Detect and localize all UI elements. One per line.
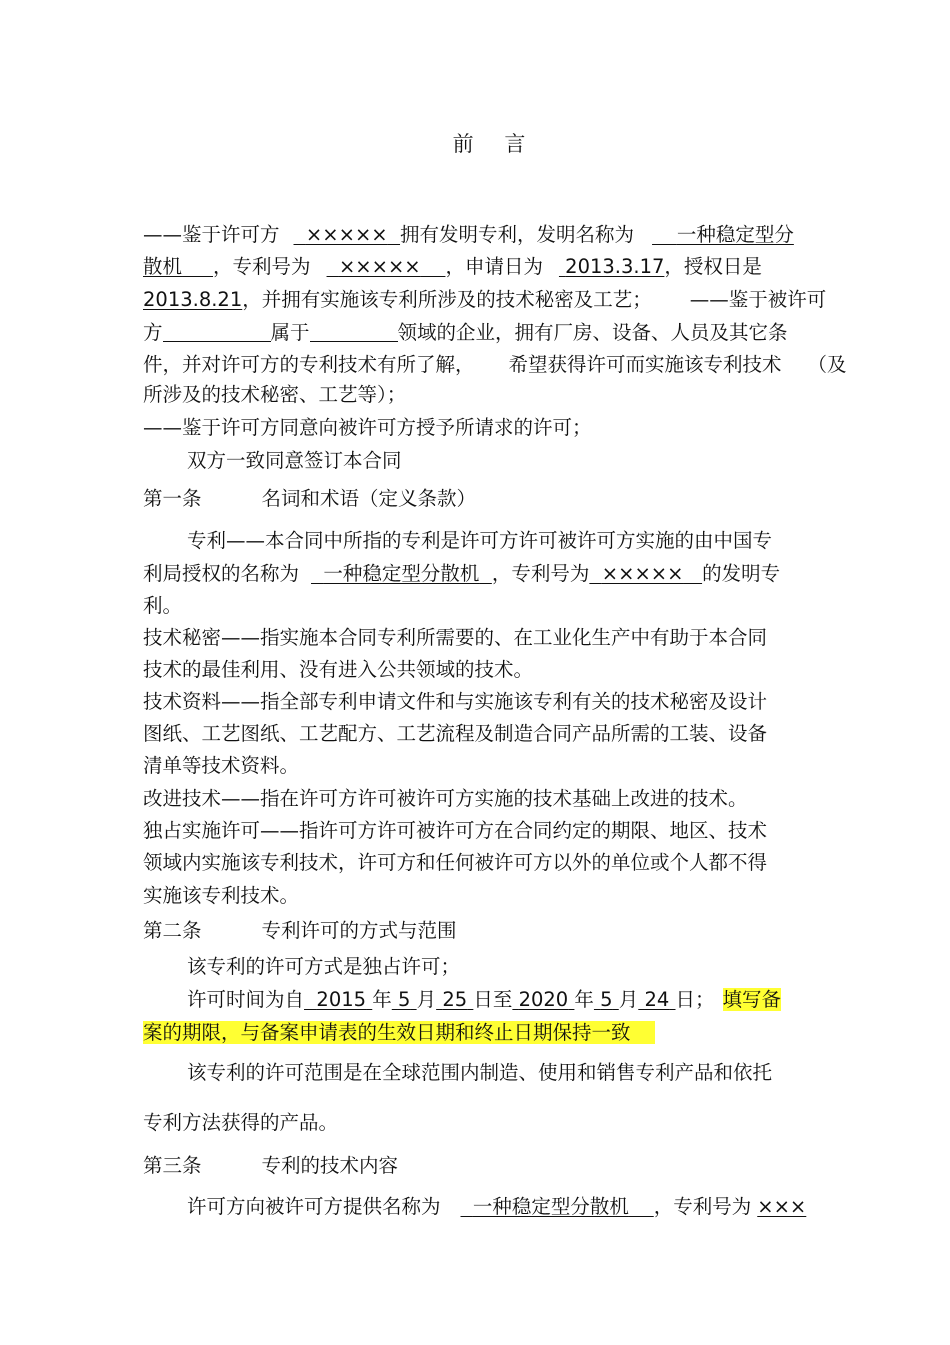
para-line: 专利——本合同中所指的专利是许可方许可被许可方实施的由中国专 (187, 529, 773, 552)
text: ，并拥有实施该专利所涉及的技术秘密及工艺； (242, 288, 652, 311)
para-line: 技术秘密——指实施本合同专利所需要的、在工业化生产中有助于本合同 (143, 626, 768, 649)
para-line (143, 287, 826, 313)
para-line: ——鉴于许可方同意向被许可方授予所请求的许可； (143, 416, 592, 439)
para-line: 领域内实施该专利技术，许可方和任何被许可方以外的单位或个人都不得 (143, 851, 768, 874)
para-line (143, 320, 788, 346)
article-title: 名词和术语（定义条款） (261, 487, 477, 510)
para-line: 清单等技术资料。 (143, 754, 300, 777)
article-heading (143, 1153, 398, 1179)
text: 件，并对许可方的专利技术有所了解， (143, 353, 475, 376)
text: 日至 (473, 988, 513, 1011)
text: 许可方向被许可方提供名称为 (187, 1195, 441, 1218)
text: 月 (618, 988, 639, 1011)
article-number: 第三条 (143, 1154, 202, 1177)
para-line: 该专利的许可方式是独占许可； (187, 955, 461, 978)
text: ，专利号为 (491, 562, 590, 585)
text: 希望获得许可而实施该专利技术 (508, 353, 782, 376)
patent-number (589, 562, 702, 585)
text: 的发明专 (702, 562, 781, 585)
text: ，授权日是 (664, 255, 762, 278)
patent-number-value: ××××× (601, 562, 684, 585)
start-month-value: 5 (397, 988, 411, 1011)
start-day (436, 988, 473, 1011)
text: ，专利号为 (213, 255, 311, 278)
start-year (304, 988, 372, 1011)
apply-date (559, 255, 664, 278)
start-day-value: 25 (442, 988, 468, 1011)
para-line: 改进技术——指在许可方许可被许可方实施的技术基础上改进的技术。 (143, 787, 748, 810)
text: 年 (574, 988, 594, 1011)
page-title: 前 言 (452, 132, 538, 156)
para-line: 所涉及的技术秘密、工艺等）； (143, 383, 407, 406)
invention-name-part2: 散机 (143, 255, 183, 278)
end-year (512, 988, 574, 1011)
para-line: 技术的最佳利用、没有进入公共领域的技术。 (143, 658, 534, 681)
licensee-blank (163, 321, 271, 342)
patent-number-value: ××××× (338, 255, 421, 278)
article-title: 专利的技术内容 (261, 1154, 399, 1177)
patent-name (311, 562, 492, 585)
para-line (187, 1194, 806, 1220)
para-line: 双方一致同意签订本合同 (187, 449, 402, 472)
para-line: 利。 (143, 594, 183, 617)
para-line: 实施该专利技术。 (143, 884, 300, 907)
start-month (392, 988, 417, 1011)
para-line (143, 352, 847, 378)
text: 属于 (270, 321, 310, 344)
patent-number: ××× (757, 1195, 807, 1218)
field-blank (310, 321, 398, 342)
patent-name-value: 一种稳定型分散机 (323, 562, 480, 585)
text: 年 (372, 988, 392, 1011)
invention-name (652, 223, 794, 246)
para-line: 图纸、工艺图纸、工艺配方、工艺流程及制造合同产品所需的工装、设备 (143, 722, 768, 745)
text: 月 (416, 988, 437, 1011)
para-line: 技术资料——指全部专利申请文件和与实施该专利有关的技术秘密及设计 (143, 690, 768, 713)
end-month-value: 5 (600, 988, 613, 1011)
text: （及 (807, 353, 847, 376)
highlight-note: 填写备 (722, 988, 782, 1011)
end-year-value: 2020 (518, 988, 569, 1011)
invention-name-part1: 一种稳定型分 (676, 223, 794, 246)
para-line (143, 254, 762, 280)
highlight-note-cont (143, 1021, 655, 1044)
text: 领域的企业，拥有厂房、设备、人员及其它条 (397, 321, 788, 344)
article-number: 第二条 (143, 919, 202, 942)
end-day-value: 24 (644, 988, 670, 1011)
apply-date-value: 2013.3.17 (565, 255, 665, 278)
text: 日； (675, 988, 715, 1011)
article-heading (143, 918, 457, 944)
article-title: 专利许可的方式与范围 (261, 919, 457, 942)
licensor-name (294, 223, 401, 246)
licensor-value: ××××× (305, 223, 388, 246)
text: ，申请日为 (445, 255, 543, 278)
text: 利局授权的名称为 (143, 562, 300, 585)
start-year-value: 2015 (316, 988, 367, 1011)
para-line (143, 561, 780, 587)
para-line: 该专利的许可范围是在全球范围内制造、使用和销售专利产品和依托 (187, 1061, 773, 1084)
para-line: 独占实施许可——指许可方许可被许可方在合同约定的期限、地区、技术 (143, 819, 768, 842)
highlight-note-text: 案的期限，与备案申请表的生效日期和终止日期保持一致 (143, 1021, 631, 1044)
grant-date: 2013.8.21 (143, 288, 243, 311)
text: ，专利号为 (653, 1195, 752, 1218)
text: ——鉴于被许可 (689, 288, 827, 311)
article-number: 第一条 (143, 487, 202, 510)
end-month (594, 988, 619, 1011)
article-heading (143, 486, 476, 512)
end-day (638, 988, 675, 1011)
text: ——鉴于许可方 (143, 223, 280, 246)
para-line: 专利方法获得的产品。 (143, 1111, 339, 1134)
invention-name-cont (143, 255, 213, 278)
patent-number (327, 255, 446, 278)
patent-name (461, 1195, 654, 1218)
text: 方 (143, 321, 163, 344)
para-line (143, 222, 794, 248)
text: 许可时间为自 (187, 988, 305, 1011)
para-line (143, 1020, 655, 1046)
para-line (187, 987, 781, 1013)
text: 拥有发明专利，发明名称为 (400, 223, 635, 246)
patent-name-value: 一种稳定型分散机 (472, 1195, 629, 1218)
